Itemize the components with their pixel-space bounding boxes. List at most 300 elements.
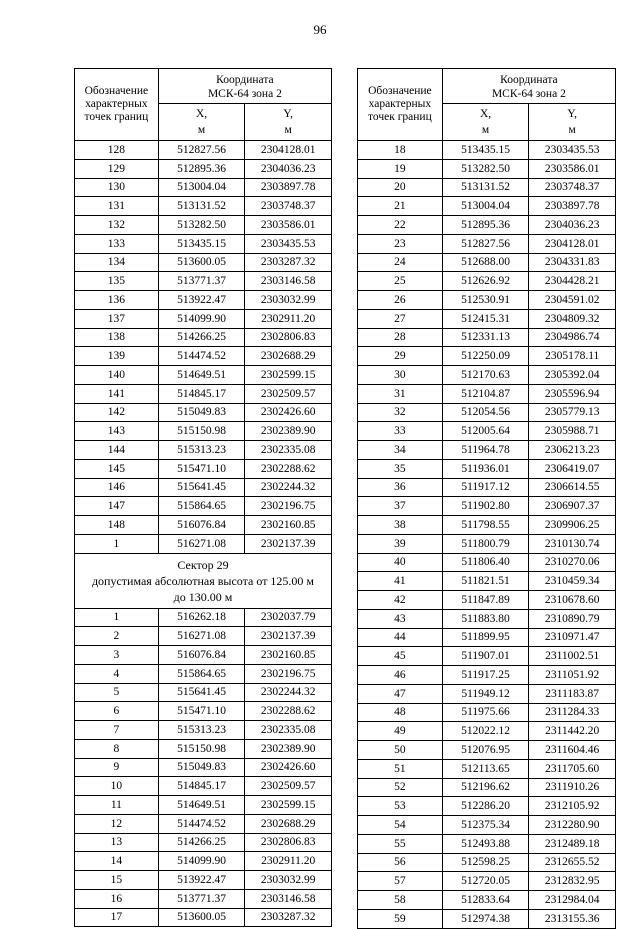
point-number-cell: 50	[358, 741, 443, 760]
y-coordinate-cell: 2304036.23	[245, 159, 332, 178]
x-coordinate-cell: 514474.52	[158, 814, 245, 833]
point-number-cell: 144	[75, 441, 159, 460]
x-coordinate-cell: 515313.23	[158, 441, 245, 460]
point-number-cell: 44	[358, 628, 443, 647]
table-row	[358, 384, 616, 403]
point-number-cell: 56	[358, 853, 443, 872]
coordinate-title: Координата	[216, 74, 274, 86]
y-coordinate-cell: 2302335.08	[245, 721, 332, 740]
coordinate-header	[442, 69, 615, 104]
point-number-cell: 8	[75, 739, 159, 758]
x-coordinate-cell: 512530.91	[442, 291, 529, 310]
x-coordinate-cell: 512415.31	[442, 309, 529, 328]
x-coordinate-cell: 511899.95	[442, 628, 529, 647]
y-coordinate-cell: 2302426.60	[245, 403, 332, 422]
table-row	[75, 141, 332, 160]
x-coordinate-cell: 514474.52	[158, 347, 245, 366]
table-row	[75, 608, 332, 627]
table-row	[75, 347, 332, 366]
y-coordinate-cell: 2305779.13	[529, 403, 616, 422]
point-number-cell: 25	[358, 272, 443, 291]
point-number-cell: 135	[75, 272, 159, 291]
point-number-cell: 11	[75, 796, 159, 815]
y-coordinate-cell: 2303032.99	[245, 871, 332, 890]
x-coordinate-cell: 512493.88	[442, 834, 529, 853]
table-row	[358, 759, 616, 778]
point-number-cell: 55	[358, 834, 443, 853]
table-row	[75, 459, 332, 478]
x-coordinate-cell: 512626.92	[442, 272, 529, 291]
point-number-cell: 7	[75, 721, 159, 740]
table-row	[358, 178, 616, 197]
table-row	[358, 497, 616, 516]
point-number-cell: 2	[75, 627, 159, 646]
y-coordinate-cell: 2303435.53	[245, 234, 332, 253]
x-coordinate-cell: 514266.25	[158, 833, 245, 852]
point-number-cell: 28	[358, 328, 443, 347]
point-number-cell: 131	[75, 197, 159, 216]
y-coordinate-cell: 2302288.62	[245, 702, 332, 721]
y-coordinate-cell: 2312489.18	[529, 834, 616, 853]
y-coordinate-cell: 2303287.32	[245, 253, 332, 272]
table-row	[358, 234, 616, 253]
x-coordinate-cell: 513004.04	[442, 197, 529, 216]
table-row	[75, 683, 332, 702]
table-row	[358, 159, 616, 178]
point-number-cell: 45	[358, 647, 443, 666]
designation-header: Обозначение характерных точек границ	[75, 69, 159, 141]
x-coordinate-cell: 511821.51	[442, 572, 529, 591]
y-coordinate-cell: 2312280.90	[529, 816, 616, 835]
x-coordinate-cell: 512331.13	[442, 328, 529, 347]
table-row	[358, 684, 616, 703]
table-row	[358, 253, 616, 272]
y-coordinate-cell: 2302288.62	[245, 459, 332, 478]
x-coordinate-cell: 512833.64	[442, 891, 529, 910]
y-coordinate-cell: 2311002.51	[529, 647, 616, 666]
table-row	[75, 796, 332, 815]
x-coordinate-cell: 511907.01	[442, 647, 529, 666]
table-row	[358, 909, 616, 928]
coordinate-header	[158, 69, 331, 104]
x-coordinate-cell: 515864.65	[158, 664, 245, 683]
table-row	[75, 627, 332, 646]
table-row	[75, 178, 332, 197]
y-coordinate-cell: 2302389.90	[245, 422, 332, 441]
y-coordinate-cell: 2302244.32	[245, 683, 332, 702]
point-number-cell: 19	[358, 159, 443, 178]
table-row	[75, 814, 332, 833]
table-row	[75, 366, 332, 385]
sector-block	[75, 553, 332, 608]
table-row	[75, 889, 332, 908]
point-number-cell: 134	[75, 253, 159, 272]
y-coordinate-cell: 2311604.46	[529, 741, 616, 760]
table-row	[358, 347, 616, 366]
point-number-cell: 132	[75, 216, 159, 235]
x-coordinate-cell: 511798.55	[442, 516, 529, 535]
point-number-cell: 1	[75, 608, 159, 627]
point-number-cell: 37	[358, 497, 443, 516]
table-row	[358, 741, 616, 760]
x-coordinate-cell: 513600.05	[158, 253, 245, 272]
table-row	[75, 197, 332, 216]
y-coordinate-cell: 2310270.06	[529, 553, 616, 572]
table-row	[75, 441, 332, 460]
y-coordinate-cell: 2311051.92	[529, 666, 616, 685]
table-row	[75, 702, 332, 721]
table-row	[75, 646, 332, 665]
x-header	[442, 104, 529, 141]
point-number-cell: 46	[358, 666, 443, 685]
table-row	[358, 609, 616, 628]
y-coordinate-cell: 2303287.32	[245, 908, 332, 927]
sector-title: Сектор 29	[177, 557, 229, 572]
y-coordinate-cell: 2313155.36	[529, 909, 616, 928]
table-row	[358, 441, 616, 460]
y-coordinate-cell: 2305178.11	[529, 347, 616, 366]
point-number-cell: 14	[75, 852, 159, 871]
y-coordinate-cell: 2302137.39	[245, 627, 332, 646]
table-row	[358, 516, 616, 535]
point-number-cell: 32	[358, 403, 443, 422]
y-coordinate-cell: 2310890.79	[529, 609, 616, 628]
coordinates-table-left	[74, 68, 332, 927]
y-coordinate-cell: 2312832.95	[529, 872, 616, 891]
x-coordinate-cell: 513771.37	[158, 889, 245, 908]
y-unit: м	[568, 124, 576, 136]
point-number-cell: 129	[75, 159, 159, 178]
y-coordinate-cell: 2302389.90	[245, 739, 332, 758]
x-coordinate-cell: 511883.80	[442, 609, 529, 628]
y-unit: м	[284, 124, 292, 136]
table-row	[358, 459, 616, 478]
left-rows-sector-28	[75, 141, 332, 554]
page-number: 96	[313, 22, 327, 37]
table-row	[358, 666, 616, 685]
x-coordinate-cell: 515641.45	[158, 683, 245, 702]
y-coordinate-cell: 2311183.87	[529, 684, 616, 703]
point-number-cell: 58	[358, 891, 443, 910]
y-coordinate-cell: 2302911.20	[245, 309, 332, 328]
y-coordinate-cell: 2305988.71	[529, 422, 616, 441]
y-coordinate-cell: 2306614.55	[529, 478, 616, 497]
y-coordinate-cell: 2303435.53	[529, 141, 616, 160]
y-coordinate-cell: 2302160.85	[245, 646, 332, 665]
y-coordinate-cell: 2303146.58	[245, 272, 332, 291]
table-row	[75, 384, 332, 403]
table-row	[75, 159, 332, 178]
table-row	[75, 291, 332, 310]
x-coordinate-cell: 511902.80	[442, 497, 529, 516]
table-row	[75, 328, 332, 347]
table-row	[358, 891, 616, 910]
point-number-cell: 41	[358, 572, 443, 591]
point-number-cell: 43	[358, 609, 443, 628]
table-row	[358, 534, 616, 553]
x-coordinate-cell: 512170.63	[442, 366, 529, 385]
table-row	[75, 721, 332, 740]
table-row	[75, 309, 332, 328]
x-coordinate-cell: 513282.50	[158, 216, 245, 235]
point-number-cell: 136	[75, 291, 159, 310]
y-coordinate-cell: 2302244.32	[245, 478, 332, 497]
x-coordinate-cell: 512720.05	[442, 872, 529, 891]
x-coordinate-cell: 512104.87	[442, 384, 529, 403]
y-coordinate-cell: 2303146.58	[245, 889, 332, 908]
x-coordinate-cell: 512113.65	[442, 759, 529, 778]
y-coordinate-cell: 2305596.94	[529, 384, 616, 403]
point-number-cell: 54	[358, 816, 443, 835]
point-number-cell: 16	[75, 889, 159, 908]
y-coordinate-cell: 2302688.29	[245, 347, 332, 366]
point-number-cell: 30	[358, 366, 443, 385]
x-coordinate-cell: 512895.36	[158, 159, 245, 178]
x-coordinate-cell: 513131.52	[158, 197, 245, 216]
x-label: X,	[195, 108, 208, 120]
sector-caption	[75, 553, 332, 608]
table-row	[75, 422, 332, 441]
point-number-cell: 51	[358, 759, 443, 778]
coordinate-system: МСК-64 зона 2	[207, 88, 282, 100]
y-coordinate-cell: 2310459.34	[529, 572, 616, 591]
table-row	[75, 497, 332, 516]
x-coordinate-cell: 515313.23	[158, 721, 245, 740]
point-number-cell: 3	[75, 646, 159, 665]
y-label: Y,	[567, 108, 578, 120]
y-coordinate-cell: 2311284.33	[529, 703, 616, 722]
point-number-cell: 20	[358, 178, 443, 197]
y-header	[245, 104, 332, 141]
table-row	[75, 758, 332, 777]
y-coordinate-cell: 2312105.92	[529, 797, 616, 816]
y-coordinate-cell: 2311910.26	[529, 778, 616, 797]
right-rows	[358, 141, 616, 929]
x-coordinate-cell: 516076.84	[158, 516, 245, 535]
table-row	[75, 516, 332, 535]
table-row	[75, 833, 332, 852]
table-row	[75, 852, 332, 871]
point-number-cell: 141	[75, 384, 159, 403]
table-row	[358, 647, 616, 666]
coordinate-system: МСК-64 зона 2	[491, 88, 566, 100]
point-number-cell: 137	[75, 309, 159, 328]
y-coordinate-cell: 2304809.32	[529, 309, 616, 328]
x-coordinate-cell: 515471.10	[158, 459, 245, 478]
point-number-cell: 49	[358, 722, 443, 741]
y-coordinate-cell: 2302599.15	[245, 796, 332, 815]
y-coordinate-cell: 2302335.08	[245, 441, 332, 460]
x-coordinate-cell: 512076.95	[442, 741, 529, 760]
table-row	[358, 141, 616, 160]
x-coordinate-cell: 515471.10	[158, 702, 245, 721]
table-row	[358, 853, 616, 872]
y-header	[529, 104, 616, 141]
x-coordinate-cell: 515641.45	[158, 478, 245, 497]
table-row	[358, 703, 616, 722]
point-number-cell: 12	[75, 814, 159, 833]
point-number-cell: 24	[358, 253, 443, 272]
y-coordinate-cell: 2303897.78	[245, 178, 332, 197]
x-coordinate-cell: 511917.25	[442, 666, 529, 685]
y-coordinate-cell: 2302196.75	[245, 664, 332, 683]
y-coordinate-cell: 2302911.20	[245, 852, 332, 871]
x-coordinate-cell: 515150.98	[158, 422, 245, 441]
y-coordinate-cell: 2303748.37	[245, 197, 332, 216]
point-number-cell: 10	[75, 777, 159, 796]
point-number-cell: 29	[358, 347, 443, 366]
y-coordinate-cell: 2304331.83	[529, 253, 616, 272]
table-row	[358, 478, 616, 497]
y-coordinate-cell: 2302037.79	[245, 608, 332, 627]
point-number-cell: 9	[75, 758, 159, 777]
point-number-cell: 147	[75, 497, 159, 516]
x-coordinate-cell: 515049.83	[158, 403, 245, 422]
designation-header: Обозначение характерных точек границ	[358, 69, 443, 141]
left-rows-sector-29	[75, 608, 332, 927]
table-row	[358, 309, 616, 328]
x-coordinate-cell: 514099.90	[158, 309, 245, 328]
x-coordinate-cell: 512250.09	[442, 347, 529, 366]
x-coordinate-cell: 512895.36	[442, 216, 529, 235]
y-coordinate-cell: 2302806.83	[245, 833, 332, 852]
y-coordinate-cell: 2303897.78	[529, 197, 616, 216]
point-number-cell: 128	[75, 141, 159, 160]
table-row	[75, 664, 332, 683]
table-row	[75, 253, 332, 272]
y-label: Y,	[283, 108, 294, 120]
x-coordinate-cell: 512688.00	[442, 253, 529, 272]
table-row	[358, 572, 616, 591]
table-row	[75, 216, 332, 235]
x-coordinate-cell: 511806.40	[442, 553, 529, 572]
table-row	[75, 478, 332, 497]
table-row	[75, 534, 332, 553]
point-number-cell: 35	[358, 459, 443, 478]
table-row	[358, 328, 616, 347]
point-number-cell: 26	[358, 291, 443, 310]
y-coordinate-cell: 2304128.01	[529, 234, 616, 253]
point-number-cell: 142	[75, 403, 159, 422]
y-coordinate-cell: 2306419.07	[529, 459, 616, 478]
y-coordinate-cell: 2302688.29	[245, 814, 332, 833]
table-row	[358, 403, 616, 422]
table-row	[358, 628, 616, 647]
x-coordinate-cell: 514266.25	[158, 328, 245, 347]
y-coordinate-cell: 2302509.57	[245, 777, 332, 796]
x-coordinate-cell: 514845.17	[158, 384, 245, 403]
x-coordinate-cell: 515049.83	[158, 758, 245, 777]
table-row	[75, 403, 332, 422]
x-coordinate-cell: 514649.51	[158, 796, 245, 815]
sector-height-range: допустимая абсолютная высота от 125.00 м	[91, 573, 315, 588]
y-coordinate-cell: 2302806.83	[245, 328, 332, 347]
y-coordinate-cell: 2302426.60	[245, 758, 332, 777]
point-number-cell: 31	[358, 384, 443, 403]
y-coordinate-cell: 2304128.01	[245, 141, 332, 160]
y-coordinate-cell: 2305392.04	[529, 366, 616, 385]
y-coordinate-cell: 2312655.52	[529, 853, 616, 872]
x-coordinate-cell: 515150.98	[158, 739, 245, 758]
y-coordinate-cell: 2310971.47	[529, 628, 616, 647]
table-row	[358, 816, 616, 835]
x-coordinate-cell: 513131.52	[442, 178, 529, 197]
y-coordinate-cell: 2306907.37	[529, 497, 616, 516]
table-row	[358, 872, 616, 891]
x-unit: м	[197, 124, 206, 136]
x-coordinate-cell: 514099.90	[158, 852, 245, 871]
y-coordinate-cell: 2302599.15	[245, 366, 332, 385]
point-number-cell: 140	[75, 366, 159, 385]
x-coordinate-cell: 512054.56	[442, 403, 529, 422]
x-coordinate-cell: 513922.47	[158, 871, 245, 890]
y-coordinate-cell: 2302160.85	[245, 516, 332, 535]
point-number-cell: 40	[358, 553, 443, 572]
table-row	[75, 739, 332, 758]
table-row	[358, 591, 616, 610]
x-coordinate-cell: 514845.17	[158, 777, 245, 796]
x-coordinate-cell: 512005.64	[442, 422, 529, 441]
x-header	[158, 104, 245, 141]
y-coordinate-cell: 2304036.23	[529, 216, 616, 235]
table-row	[358, 778, 616, 797]
x-coordinate-cell: 511964.78	[442, 441, 529, 460]
point-number-cell: 146	[75, 478, 159, 497]
table-row	[75, 871, 332, 890]
table-row	[358, 272, 616, 291]
x-label: X,	[479, 108, 492, 120]
x-coordinate-cell: 512022.12	[442, 722, 529, 741]
x-coordinate-cell: 514649.51	[158, 366, 245, 385]
x-coordinate-cell: 511800.79	[442, 534, 529, 553]
x-coordinate-cell: 511917.12	[442, 478, 529, 497]
table-row	[358, 197, 616, 216]
x-coordinate-cell: 512974.38	[442, 909, 529, 928]
y-coordinate-cell: 2302509.57	[245, 384, 332, 403]
point-number-cell: 27	[358, 309, 443, 328]
point-number-cell: 33	[358, 422, 443, 441]
y-coordinate-cell: 2304428.21	[529, 272, 616, 291]
table-row	[358, 553, 616, 572]
point-number-cell: 4	[75, 664, 159, 683]
y-coordinate-cell: 2303032.99	[245, 291, 332, 310]
point-number-cell: 145	[75, 459, 159, 478]
y-coordinate-cell: 2303586.01	[529, 159, 616, 178]
x-coordinate-cell: 516076.84	[158, 646, 245, 665]
y-coordinate-cell: 2303586.01	[245, 216, 332, 235]
point-number-cell: 13	[75, 833, 159, 852]
point-number-cell: 34	[358, 441, 443, 460]
x-coordinate-cell: 513771.37	[158, 272, 245, 291]
x-coordinate-cell: 512196.62	[442, 778, 529, 797]
point-number-cell: 52	[358, 778, 443, 797]
x-coordinate-cell: 512827.56	[442, 234, 529, 253]
y-coordinate-cell: 2309906.25	[529, 516, 616, 535]
table-row	[358, 722, 616, 741]
x-coordinate-cell: 512375.34	[442, 816, 529, 835]
point-number-cell: 57	[358, 872, 443, 891]
point-number-cell: 22	[358, 216, 443, 235]
y-coordinate-cell: 2311705.60	[529, 759, 616, 778]
table-row	[75, 908, 332, 927]
point-number-cell: 1	[75, 534, 159, 553]
y-coordinate-cell: 2304986.74	[529, 328, 616, 347]
x-coordinate-cell: 511975.66	[442, 703, 529, 722]
point-number-cell: 138	[75, 328, 159, 347]
table-row	[75, 272, 332, 291]
x-coordinate-cell: 516262.18	[158, 608, 245, 627]
point-number-cell: 36	[358, 478, 443, 497]
